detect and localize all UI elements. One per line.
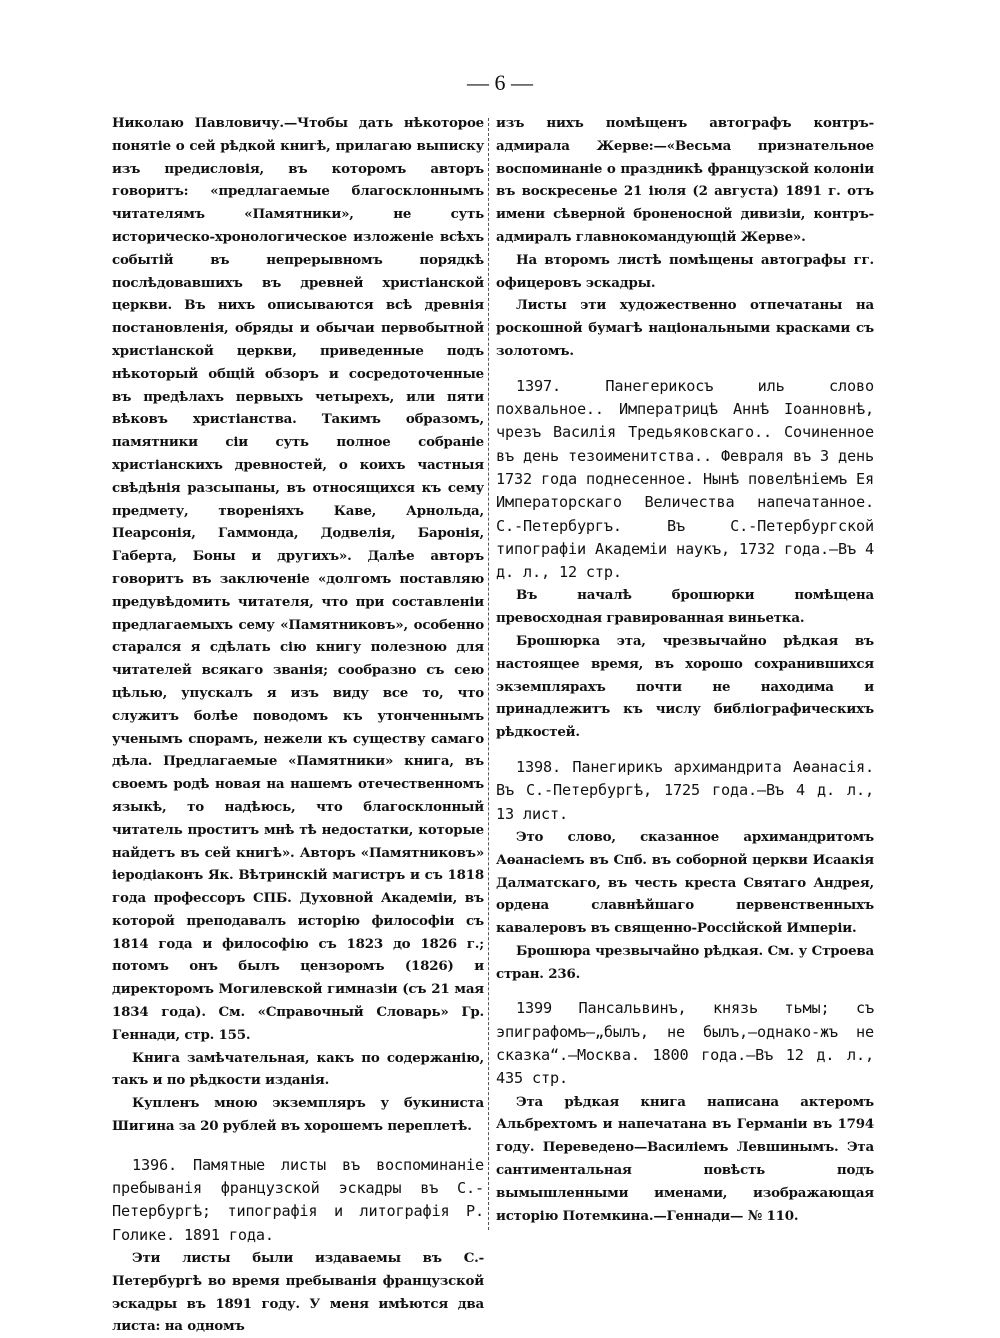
paragraph-right-1: изъ нихъ помѣщенъ автографъ контръ-адмирала Жерве:—«Весьма признательное воспоминаніе о праздникѣ французской колоніи въ воскресенье 21 іюля (2 августа) 1891 г. отъ имени сѣверной броненосной дивизіи, контръ-адмиралъ главнокомандующій Жерве».: [496, 115, 874, 245]
entry-1397-heading: 1397. Панегерикосъ иль слово похвальное.. Императрицѣ Аннѣ Іоанновнѣ, чрезъ Василія Тредьяковскаго.. Сочиненное въ день тезоименитства.. Февраля въ 3 день 1732 года поднесенное. Нынѣ повелѣніемъ Ея Императорскаго Величества напечатанное. С.-Петербургъ. Въ С.-Петербургской типографіи Академіи наукъ, 1732 года.—Въ 4 д. л., 12 стр.: [496, 376, 874, 582]
paragraph-right-6: Брошюрка эта, чрезвычайно рѣдкая въ настоящее время, въ хорошо сохранившихся экземплярахъ почти не находима и принадлежитъ къ числу библіографическихъ рѣдкостей.: [496, 633, 874, 741]
paragraph-left-3: Купленъ мною экземпляръ у букиниста Шигина за 20 рублей въ хорошемъ переплетѣ.: [112, 1095, 484, 1135]
paragraph-right-8: Это слово, сказанное архимандритомъ Аѳанасіемъ въ Спб. въ соборной церкви Исаакія Далматскаго, въ честь креста Святаго Андрея, ордена славнѣйшаго первенственныхъ кавалеровъ въ священно-Россійской Имперіи.: [496, 828, 874, 937]
column-divider: [488, 118, 489, 1230]
paragraph-left-1: Николаю Павловичу.—Чтобы дать нѣкоторое понятіе о сей рѣдкой книгѣ, прилагаю выписку изъ предисловія, въ которомъ авторъ говоритъ: «предлагаемые благосклоннымъ читателямъ «Памятники», не суть историческо-хронологическое изложеніе всѣхъ событій въ непрерывномъ порядкѣ послѣдовавшихъ въ древней христіанской церкви. Въ нихъ описываются всѣ древнія постановленія, обряды и обычаи первобытной христіанской церкви, приведенные подъ нѣкоторый общій обзоръ и сосредоточенные въ предѣлахъ первыхъ четырехъ, или пяти вѣковъ христіанства. Такимъ образомъ, памятники сіи суть полное собраніе христіанскихъ древностей, о коихъ частныя свѣдѣнія разсыпаны, въ относящихся къ сему предмету, твореніяхъ Каве, Арнольда, Пеарсонія, Гаммонда, Додвелія, Баронія, Габерта, Боны и другихъ». Далѣе авторъ говоритъ въ заключеніе «долгомъ поставляю предувѣдомить читателя, что при составленіи предлагаемыхъ сему «Памятниковъ», особенно старался я сдѣлать сію книгу полезною для читателей всякаго званія; сообразно съ сею цѣлью, упускалъ я изъ виду все то, что служитъ болѣе поводомъ къ утонченнымъ ученымъ спорамъ, нежели къ существу самаго дѣла. Предлагаемые «Памятники» книга, въ своемъ родѣ новая на нашемъ отечественномъ языкѣ, то надѣюсь, что благосклонный читатель проститъ мнѣ тѣ недостатки, которые найдетъ въ сей книгѣ». Авторъ «Памятниковъ» іеродіаконъ Як. Вѣтринскій магистръ и съ 1818 года профессоръ СПБ. Духовной Академіи, въ которой преподавалъ исторію философіи съ 1814 года и философію съ 1823 до 1826 г.; потомъ онъ былъ цензоромъ (1826) и директоромъ Могилевской гимназіи (съ 21 мая 1834 года). См. «Справочный Словарь» Гр. Геннади, стр. 155.: [112, 115, 484, 1043]
entry-1399-heading: 1399 Пансальвинъ, князь тьмы; съ эпиграфомъ—„былъ, не былъ,—однако-жъ не сказка“.—Москва. 1800 года.—Въ 12 д. л., 435 стр.: [496, 999, 874, 1088]
entry-1396-heading: 1396. Памятные листы въ воспоминаніе пребыванія французской эскадры въ С.-Петербургѣ; типографія и литографія Р. Голике. 1891 года.: [112, 1155, 484, 1244]
paragraph-right-2: На второмъ листѣ помѣщены автографы гг. офицеровъ эскадры.: [496, 251, 874, 291]
right-column: [496, 112, 874, 1227]
paragraph-right-5: Въ началѣ брошюрки помѣщена превосходная гравированная виньетка.: [496, 587, 874, 627]
paragraph-right-3: Листы эти художественно отпечатаны на роскошной бумагѣ національными красками съ золотомъ.: [496, 297, 874, 359]
page-number: — 6 —: [467, 70, 533, 95]
paragraph-right-11: Эта рѣдкая книга написана актеромъ Альбрехтомъ и напечатана въ Германіи въ 1794 году. Переведено—Василіемъ Левшинымъ. Эта сантиментальная повѣсть подъ вымышленными именами, изображающая исторію Потемкина.—Геннади— № 110.: [496, 1093, 874, 1224]
left-column: [112, 112, 484, 1338]
paragraph-left-2: Книга замѣчательная, какъ по содержанію, такъ и по рѣдкости изданія.: [112, 1049, 484, 1089]
paragraph-right-9: Брошюра чрезвычайно рѣдкая. См. у Строева стран. 236.: [496, 942, 874, 982]
entry-1398-heading: 1398. Панегирикъ архимандрита Аѳанасія. Въ С.-Петербургѣ, 1725 года.—Въ 4 д. л., 13 лист.: [496, 758, 874, 823]
paragraph-left-5: Эти листы были издаваемы въ С.-Петербургѣ во время пребыванія французской эскадры въ 1891 году. У меня имѣются два листа: на одномъ: [112, 1250, 484, 1335]
